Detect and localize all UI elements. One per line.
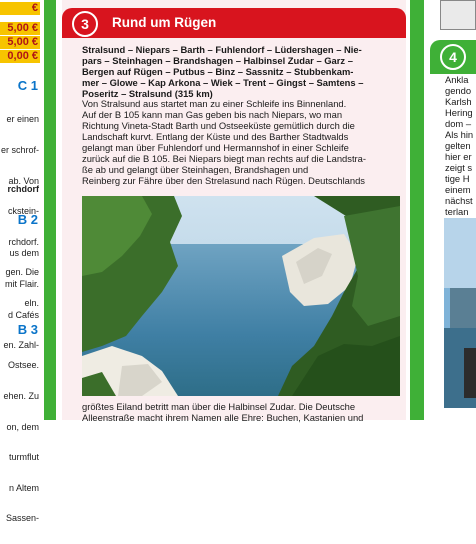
- route-card: [62, 0, 406, 423]
- price-row: 0,00 €: [0, 50, 40, 63]
- route-title: Rund um Rügen: [112, 15, 217, 30]
- right-route-header: [430, 40, 476, 74]
- left-section-footer: rchdorf: [7, 184, 39, 194]
- page-border-left: [44, 0, 56, 420]
- left-section-text: us dem mit Flair. d Cafés en. Zahl-: [3, 248, 39, 351]
- right-route-text: Ankla gendo Karlsh Hering dom – Als hin gelten hier er zeigt s tige H einem nächst terlan: [445, 74, 474, 217]
- route-stops: Stralsund – Niepars – Barth – Fuhlendorf – Lüdershagen – Nie- pars – Steinhagen – Brandshagen – Halbinsel Zudar – Garz – Bergen auf Rügen – Putbus – Binz – Sassnitz – Stubbenkam- mer – Glowe – Kap Arkona – Wiek – Trent – Gingst – Samtens – Poseritz – Stralsund (315 km): [82, 44, 364, 99]
- chalk-cliffs-image: [82, 196, 400, 396]
- map-code: B 2: [17, 212, 38, 227]
- route-description-continued: größtes Eiland betritt man über die Halbinsel Zudar. Die Deutsche Alleenstraße macht ihrem Namen alle Ehre: Buchen, Kastanien und: [82, 401, 364, 423]
- page-border-right: [410, 0, 424, 420]
- price-row: 5,00 €: [0, 22, 40, 35]
- right-route-photo: [444, 218, 476, 408]
- route-header: [62, 8, 406, 38]
- route-description: Von Stralsund aus startet man zu einer Schleife ins Binnenland. Auf der B 105 kann man Gas geben bis nach Niepars, wo man Richtung Vineta-Stadt Barth und Ostseeküste gemütlich durch die Landschaft kurvt. Entlang der Küste und des Barther Stadtwalds gelangt man über Fuhlendorf und Hermannshof in einer Schleife zurück auf die B 105. Bei Niepars biegt man rechts auf die Landstra- ße ab und gelangt über Steinhagen, Brandshagen und Reinberg zur Fähre über den Strelasund nach Rügen. Deutschlands: [82, 98, 367, 186]
- right-map-thumbnail: [440, 0, 476, 30]
- left-section-text: er einen er schrof- ab. Von ckstein- rchdorf. gen. Die eln.: [0, 114, 39, 309]
- price-row: €: [0, 2, 40, 15]
- price-row: 5,00 €: [0, 36, 40, 49]
- left-column: [0, 0, 42, 524]
- route-photo: [82, 196, 400, 396]
- left-section-text: Ostsee. ehen. Zu on, dem turmflut n Altem Sassen-: [3, 360, 39, 524]
- route-number-badge: 4: [440, 44, 466, 70]
- right-column: [430, 0, 476, 420]
- map-code: C 1: [17, 78, 38, 93]
- map-code: B 3: [17, 322, 38, 337]
- harbour-image: [444, 218, 476, 408]
- route-number-badge: 3: [72, 11, 98, 37]
